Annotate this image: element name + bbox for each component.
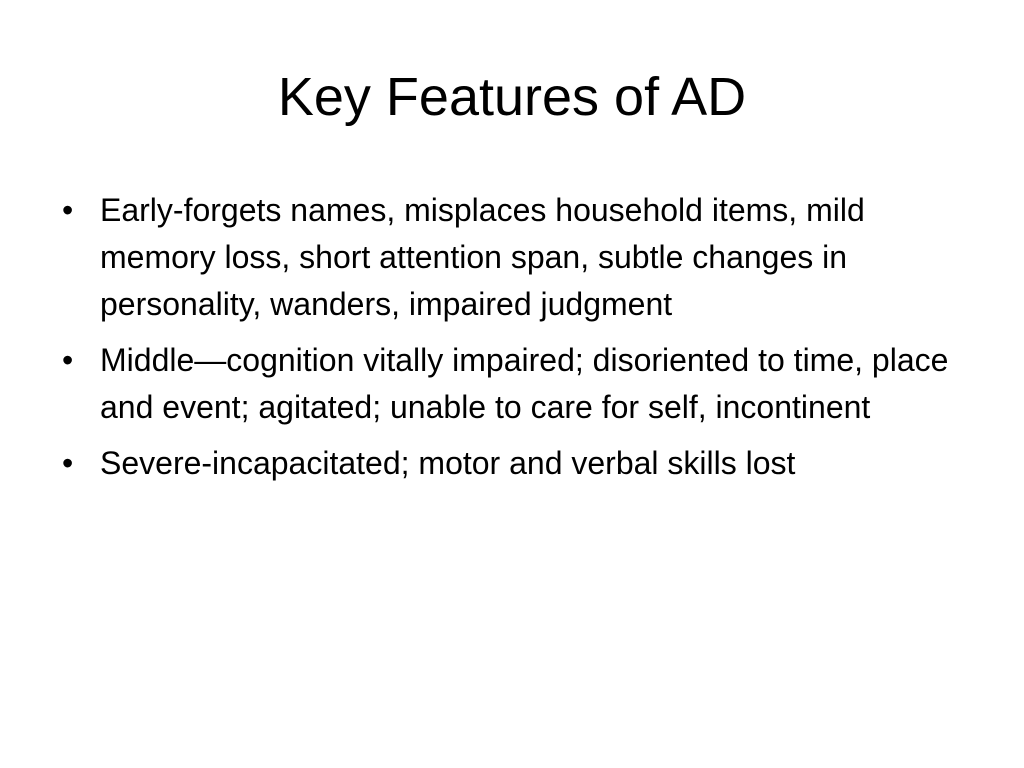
bullet-item [62,440,972,487]
bullet-item [62,337,972,431]
slide-title: Key Features of AD [277,67,747,127]
bullet-icon: • [62,342,74,378]
bullet-list [62,187,972,496]
bullet-item [62,187,972,328]
bullet-text-severe: Severe-incapacitated; motor and verbal skills lost [100,445,796,481]
bullet-text-early: Early-forgets names, misplaces household items, mild memory loss, short attention span, subtle changes in personality, wanders, impaired judgment [100,192,865,322]
bullet-icon: • [62,445,74,481]
bullet-icon: • [62,192,74,228]
bullet-text-middle: Middle—cognition vitally impaired; disoriented to time, place and event; agitated; unable to care for self, incontinent [100,342,949,425]
